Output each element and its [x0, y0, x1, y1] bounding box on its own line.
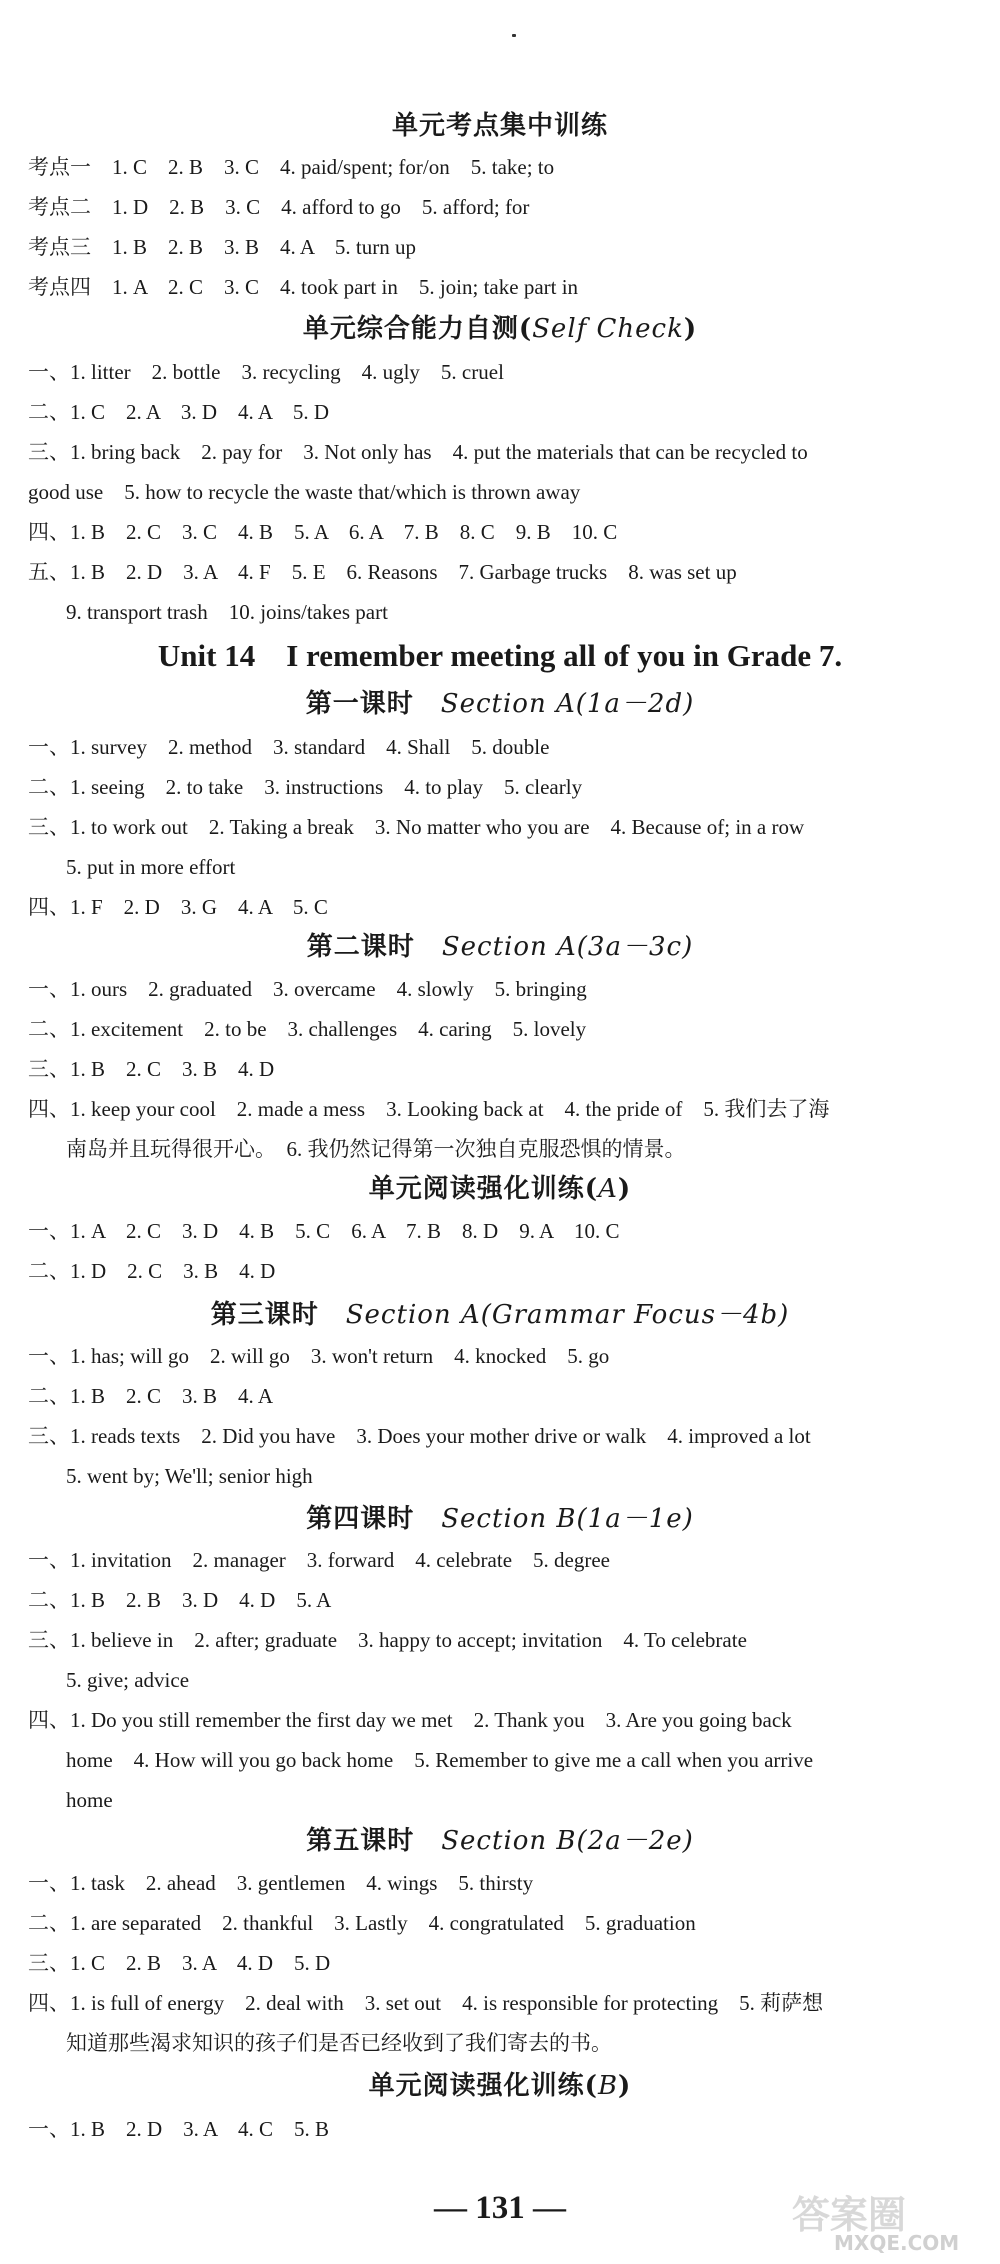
answer-line: 一、1. has; will go 2. will go 3. won't return 4. knocked 5. go [28, 1344, 610, 1368]
answer-line: 三、1. believe in 2. after; graduate 3. happy to accept; invitation 4. To celebrate [28, 1628, 747, 1652]
answer-line: good use 5. how to recycle the waste that/which is thrown away [28, 480, 581, 504]
heading-lesson-1-en: Section A(1a－2d) [440, 689, 695, 719]
watermark-logo-text: 答案圈 [792, 2193, 907, 2237]
heading-self-check-en: Self Check [532, 314, 684, 344]
answer-line: 5. put in more effort [66, 855, 236, 879]
heading-lesson-2 [0, 929, 1000, 965]
heading-lesson-1 [0, 686, 1000, 722]
watermark-logo [774, 2190, 984, 2254]
answer-line: 5. went by; We'll; senior high [66, 1464, 313, 1488]
heading-lesson-5-cn: 第五课时 [306, 1826, 415, 1856]
heading-reading-a-cn: 单元阅读强化训练( [368, 1174, 599, 1204]
answer-line: 二、1. D 2. C 3. B 4. D [28, 1259, 276, 1283]
answer-line: 9. transport trash 10. joins/takes part [66, 600, 388, 624]
heading-self-check [0, 311, 1000, 347]
heading-reading-a-close: ) [617, 1174, 632, 1204]
answer-line: 三、1. C 2. B 3. A 4. D 5. D [28, 1951, 331, 1975]
answer-line: 二、1. are separated 2. thankful 3. Lastly 4. congratulated 5. graduation [28, 1911, 696, 1935]
heading-lesson-4-en: Section B(1a－1e) [441, 1504, 694, 1534]
heading-lesson-3 [0, 1297, 1000, 1333]
answer-line: 一、1. survey 2. method 3. standard 4. Shall 5. double [28, 735, 550, 759]
answer-line: 五、1. B 2. D 3. A 4. F 5. E 6. Reasons 7. Garbage trucks 8. was set up [28, 560, 737, 584]
heading-reading-b-close: ) [618, 2071, 632, 2101]
answer-line: 三、1. reads texts 2. Did you have 3. Does your mother drive or walk 4. improved a lot [28, 1424, 811, 1448]
heading-lesson-4-cn: 第四课时 [306, 1504, 415, 1534]
answer-line: 四、1. B 2. C 3. C 4. B 5. A 6. A 7. B 8. C 9. B 10. C [28, 520, 618, 544]
answer-line: 5. give; advice [66, 1668, 190, 1692]
heading-reading-a [0, 1171, 1000, 1207]
heading-self-check-cn: 单元综合能力自测( [302, 314, 533, 344]
answer-line: 考点四 1. A 2. C 3. C 4. took part in 5. join; take part in [28, 275, 579, 299]
watermark-url: MXQE.COM [834, 2231, 960, 2254]
answer-line: home 4. How will you go back home 5. Remember to give me a call when you arrive [66, 1748, 814, 1772]
answer-line: 知道那些渴求知识的孩子们是否已经收到了我们寄去的书。 [66, 2031, 612, 2055]
heading-reading-b-en: B [597, 2071, 619, 2101]
answer-line: 考点一 1. C 2. B 3. C 4. paid/spent; for/on 5. take; to [28, 155, 555, 179]
answer-line: 考点三 1. B 2. B 3. B 4. A 5. turn up [28, 235, 416, 259]
answer-line: 三、1. bring back 2. pay for 3. Not only has 4. put the materials that can be recycled to [28, 440, 808, 464]
answer-line: 四、1. Do you still remember the first day we met 2. Thank you 3. Are you going back [28, 1708, 792, 1732]
answer-line: 一、1. B 2. D 3. A 4. C 5. B [28, 2117, 330, 2141]
answer-line: 四、1. is full of energy 2. deal with 3. set out 4. is responsible for protecting 5. 莉萨想 [28, 1991, 824, 2015]
answer-line: 考点二 1. D 2. B 3. C 4. afford to go 5. afford; for [28, 195, 530, 219]
answer-line: 一、1. invitation 2. manager 3. forward 4. celebrate 5. degree [28, 1548, 610, 1572]
answer-line: 二、1. B 2. B 3. D 4. D 5. A [28, 1588, 332, 1612]
answer-line: 一、1. ours 2. graduated 3. overcame 4. slowly 5. bringing [28, 977, 587, 1001]
heading-lesson-3-en: Section A(Grammar Focus－4b) [345, 1300, 790, 1330]
answer-line: 三、1. to work out 2. Taking a break 3. No matter who you are 4. Because of; in a row [28, 815, 805, 839]
heading-reading-b-cn: 单元阅读强化训练( [368, 2071, 598, 2101]
heading-lesson-5-en: Section B(2a－2e) [441, 1826, 694, 1856]
heading-reading-b [0, 2068, 1000, 2104]
page-number: — 131 — [434, 2190, 566, 2226]
answer-line: home [66, 1788, 113, 1812]
answer-line: 一、1. task 2. ahead 3. gentlemen 4. wings 5. thirsty [28, 1871, 534, 1895]
answer-line: 四、1. keep your cool 2. made a mess 3. Looking back at 4. the pride of 5. 我们去了海 [28, 1097, 830, 1121]
answer-line: 一、1. A 2. C 3. D 4. B 5. C 6. A 7. B 8. D 9. A 10. C [28, 1219, 620, 1243]
answer-line: 二、1. B 2. C 3. B 4. A [28, 1384, 274, 1408]
unit-title: Unit 14 I remember meeting all of you in Grade 7. [157, 638, 843, 673]
heading-lesson-1-cn: 第一课时 [305, 689, 414, 719]
answer-line: 一、1. litter 2. bottle 3. recycling 4. ugly 5. cruel [28, 360, 504, 384]
heading-unit-key-points: 单元考点集中训练 [391, 111, 608, 141]
answer-line: 二、1. excitement 2. to be 3. challenges 4. caring 5. lovely [28, 1017, 587, 1041]
answer-line: 三、1. B 2. C 3. B 4. D [28, 1057, 275, 1081]
heading-lesson-4 [0, 1501, 1000, 1537]
answer-line: 二、1. C 2. A 3. D 4. A 5. D [28, 400, 330, 424]
heading-reading-a-en: A [598, 1174, 618, 1204]
heading-lesson-5 [0, 1823, 1000, 1859]
watermark-graphic [774, 2190, 984, 2254]
heading-self-check-close: ) [683, 314, 698, 344]
answer-line: 四、1. F 2. D 3. G 4. A 5. C [28, 895, 328, 919]
answer-line: 二、1. seeing 2. to take 3. instructions 4. to play 5. clearly [28, 775, 583, 799]
print-speck [512, 34, 516, 37]
heading-lesson-2-en: Section A(3a－3c) [441, 932, 694, 962]
heading-lesson-3-cn: 第三课时 [210, 1300, 319, 1330]
heading-lesson-2-cn: 第二课时 [306, 932, 415, 962]
answer-line: 南岛并且玩得很开心。 6. 我仍然记得第一次独自克服恐惧的情景。 [66, 1137, 686, 1161]
